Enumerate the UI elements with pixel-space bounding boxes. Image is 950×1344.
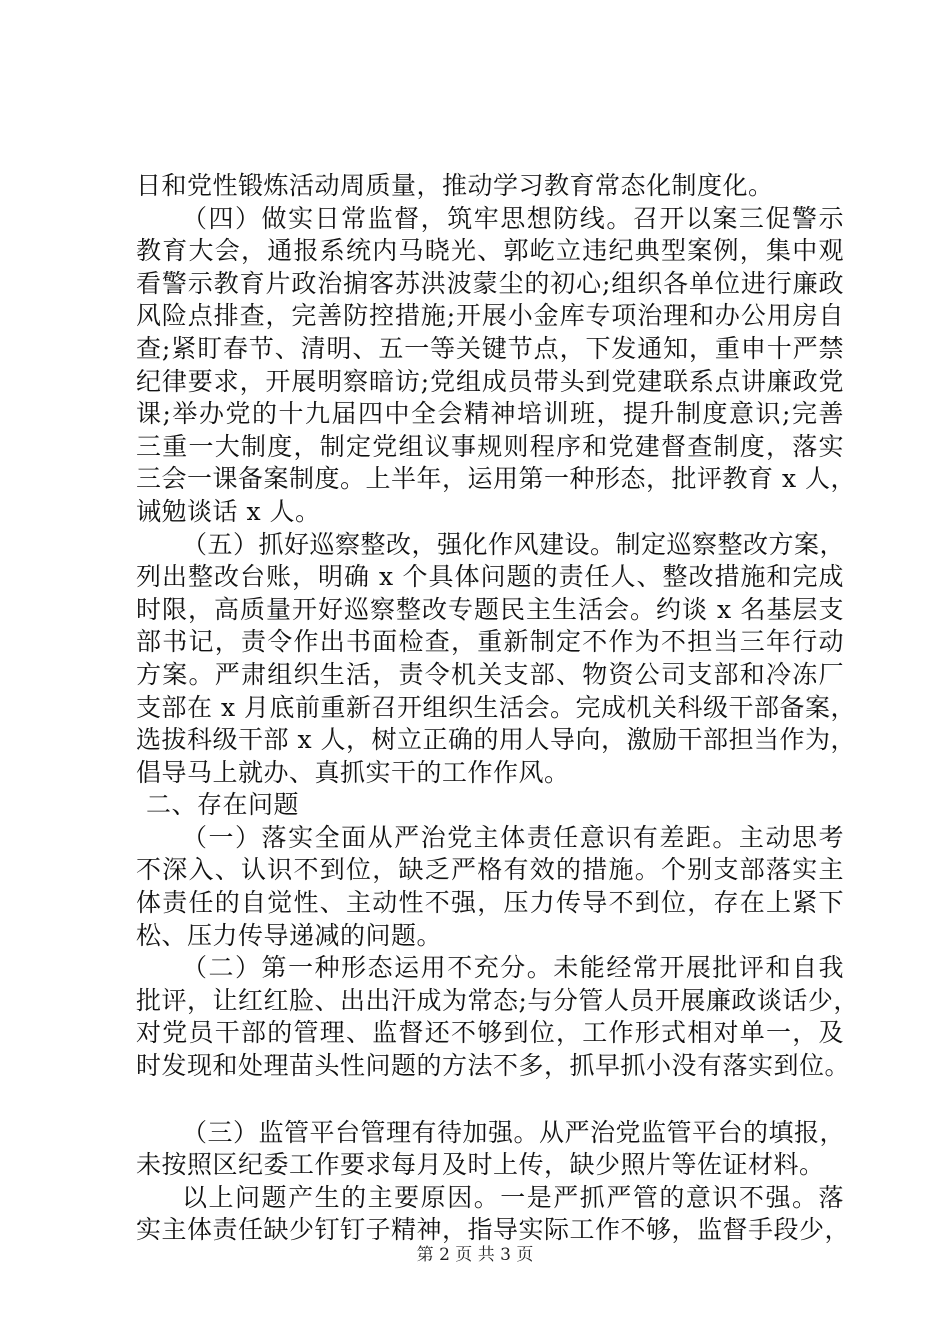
text-line: 实主体责任缺少钉钉子精神，指导实际工作不够，监督手段少， (136, 1215, 851, 1245)
text-line: 选拔科级干部 x 人，树立正确的用人导向，激励干部担当作为， (136, 725, 856, 755)
text-line: 查;紧盯春节、清明、五一等关键节点，下发通知，重申十严禁 (136, 333, 844, 363)
text-line: 日和党性锻炼活动周质量，推动学习教育常态化制度化。 (136, 171, 774, 200)
problem-three-heading-line: （三）监管平台管理有待加强。从严治党监管平台的填报， (182, 1117, 846, 1147)
paragraph-gap (136, 1083, 844, 1117)
section-five-heading-line: （五）抓好巡察整改，强化作风建设。制定巡察整改方案， (182, 529, 846, 559)
text-line: 列出整改台账，明确 x 个具体问题的责任人、整改措施和完成 (136, 562, 844, 592)
text-line: 三会一课备案制度。上半年，运用第一种形态，批评教育 x 人， (136, 464, 856, 494)
problem-one-heading-line: （一）落实全面从严治党主体责任意识有差距。主动思考 (182, 822, 844, 852)
text-line: 诫勉谈话 x 人。 (136, 496, 321, 526)
text-line: 体责任的自觉性、主动性不强，压力传导不到位，存在上紧下 (136, 888, 844, 918)
page-number-footer: 第 2 页 共 3 页 (416, 1245, 534, 1265)
text-line: 看警示教育片政治掮客苏洪波蒙尘的初心;组织各单位进行廉政 (136, 268, 844, 298)
section-problems-heading: 二、存在问题 (146, 790, 300, 820)
text-line: 时发现和处理苗头性问题的方法不多，抓早抓小没有落实到位。 (136, 1051, 851, 1081)
text-line: 纪律要求，开展明察暗访;党组成员带头到党建联系点讲廉政党 (136, 366, 844, 396)
text-line: 时限，高质量开好巡察整改专题民主生活会。约谈 x 名基层支 (136, 594, 844, 624)
text-line: 部书记，责令作出书面检查，重新制定不作为不担当三年行动 (136, 627, 844, 657)
text-line: 三重一大制度，制定党组议事规则程序和党建督查制度，落实 (136, 431, 844, 461)
text-line: 课;举办党的十九届四中全会精神培训班，提升制度意识;完善 (136, 399, 844, 429)
text-line: 松、压力传导递减的问题。 (136, 920, 443, 950)
text-line: 风险点排查，完善防控措施;开展小金库专项治理和办公用房自 (136, 301, 844, 331)
text-line: 对党员干部的管理、监督还不够到位，工作形式相对单一，及 (136, 1018, 844, 1048)
causes-heading-line: 以上问题产生的主要原因。一是严抓严管的意识不强。落 (182, 1182, 844, 1212)
text-line: 批评，让红红脸、出出汗成为常态;与分管人员开展廉政谈话少， (136, 985, 859, 1015)
text-line: 方案。严肃组织生活，责令机关支部、物资公司支部和冷冻厂 (136, 659, 844, 689)
text-line: 支部在 x 月底前重新召开组织生活会。完成机关科级干部备案， (136, 692, 856, 722)
text-line: 不深入、认识不到位，缺乏严格有效的措施。个别支部落实主 (136, 855, 844, 885)
document-body (136, 170, 859, 1247)
section-four-heading-line: （四）做实日常监督，筑牢思想防线。召开以案三促警示 (182, 203, 844, 233)
text-line: 倡导马上就办、真抓实干的工作作风。 (136, 757, 570, 787)
problem-two-heading-line: （二）第一种形态运用不充分。未能经常开展批评和自我 (182, 953, 844, 983)
text-line: 未按照区纪委工作要求每月及时上传，缺少照片等佐证材料。 (136, 1150, 825, 1180)
text-line: 教育大会，通报系统内马晓光、郭屹立违纪典型案例，集中观 (136, 236, 844, 266)
